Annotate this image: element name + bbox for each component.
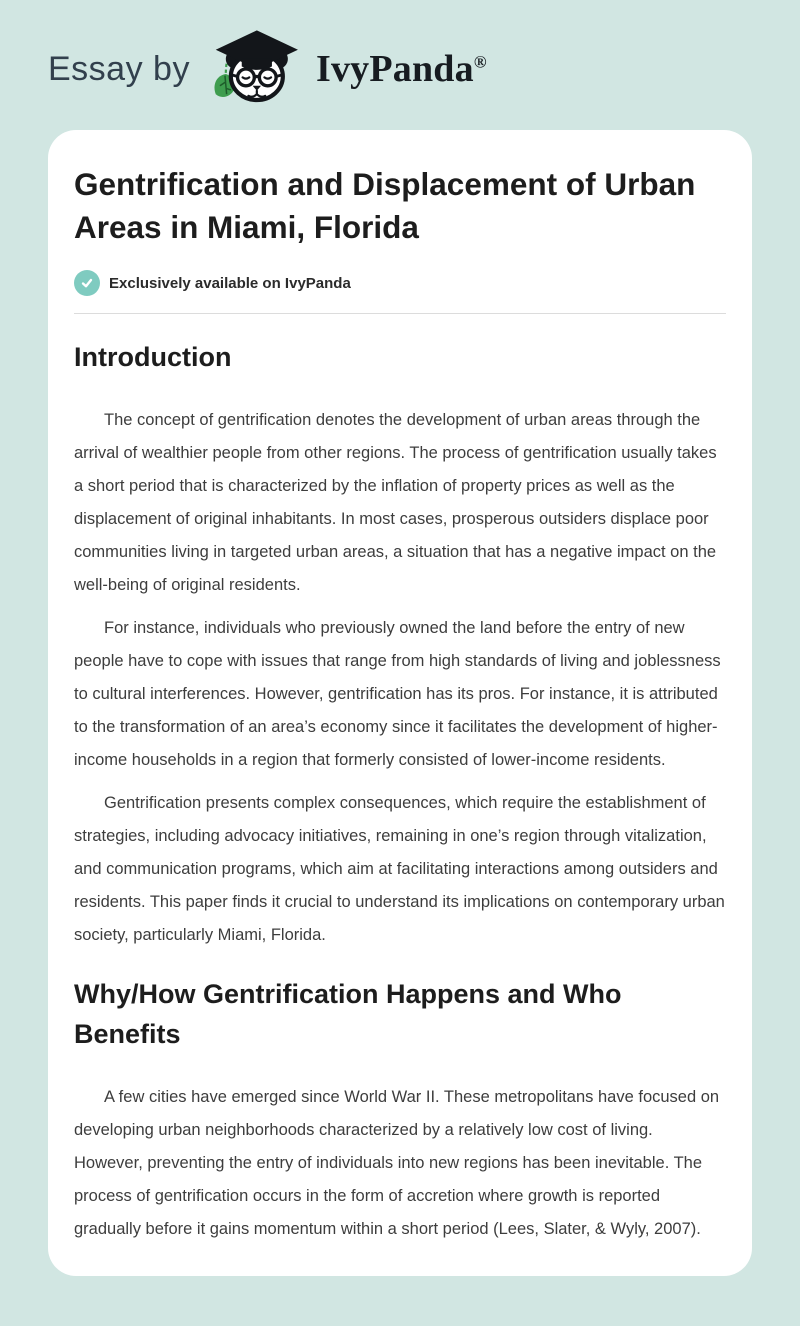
section-heading-introduction: Introduction [74,342,232,372]
ivypanda-panda-logo-icon [204,26,308,112]
divider [74,313,726,314]
registered-mark: ® [473,52,487,72]
essay-card [48,130,752,1276]
essay-by-label: Essay by [48,49,190,88]
exclusive-badge [74,270,726,296]
essay-title: Gentrification and Displacement of Urban Areas in Miami, Florida [74,166,696,245]
paragraph: Gentrification presents complex consequences, which require the establishment of strategies, including advocacy initiatives, remaining in one’s region through vitalization, and communication programs, which aim at facilitating interactions among outsiders and residents. This paper finds it crucial to understand its implications on contemporary urban society, particularly Miami, Florida. [74,794,725,944]
brand-text: IvyPanda [315,48,474,90]
brand-name [316,47,487,91]
section-heading-why-how: Why/How Gentrification Happens and Who Benefits [74,979,622,1049]
paragraph: A few cities have emerged since World War II. These metropolitans have focused on developing urban neighborhoods characterized by a relatively low cost of living. However, preventing the entry of individuals into new regions has been inevitable. The process of gentrification occurs in the form of accretion where growth is reported gradually before it gains momentum within a short period (Lees, Slater, & Wyly, 2007). [74,1088,720,1238]
exclusive-badge-label: Exclusively available on IvyPanda [109,274,351,292]
site-header [0,0,800,112]
paragraph: For instance, individuals who previously owned the land before the entry of new people have to cope with issues that range from high standards of living and joblessness to cultural interferences. However, gentrification has its pros. For instance, it is attributed to the transformation of an area’s economy since it facilitates the development of higher-income households in a region that formerly consisted of lower-income residents. [74,619,721,769]
check-icon [74,270,100,296]
paragraph: The concept of gentrification denotes the development of urban areas through the arrival of wealthier people from other regions. The process of gentrification usually takes a short period that is characterized by the inflation of property prices as well as the displacement of original inhabitants. In most cases, prosperous outsiders displace poor communities living in targeted urban areas, a situation that has a negative impact on the well-being of original residents. [74,411,717,594]
